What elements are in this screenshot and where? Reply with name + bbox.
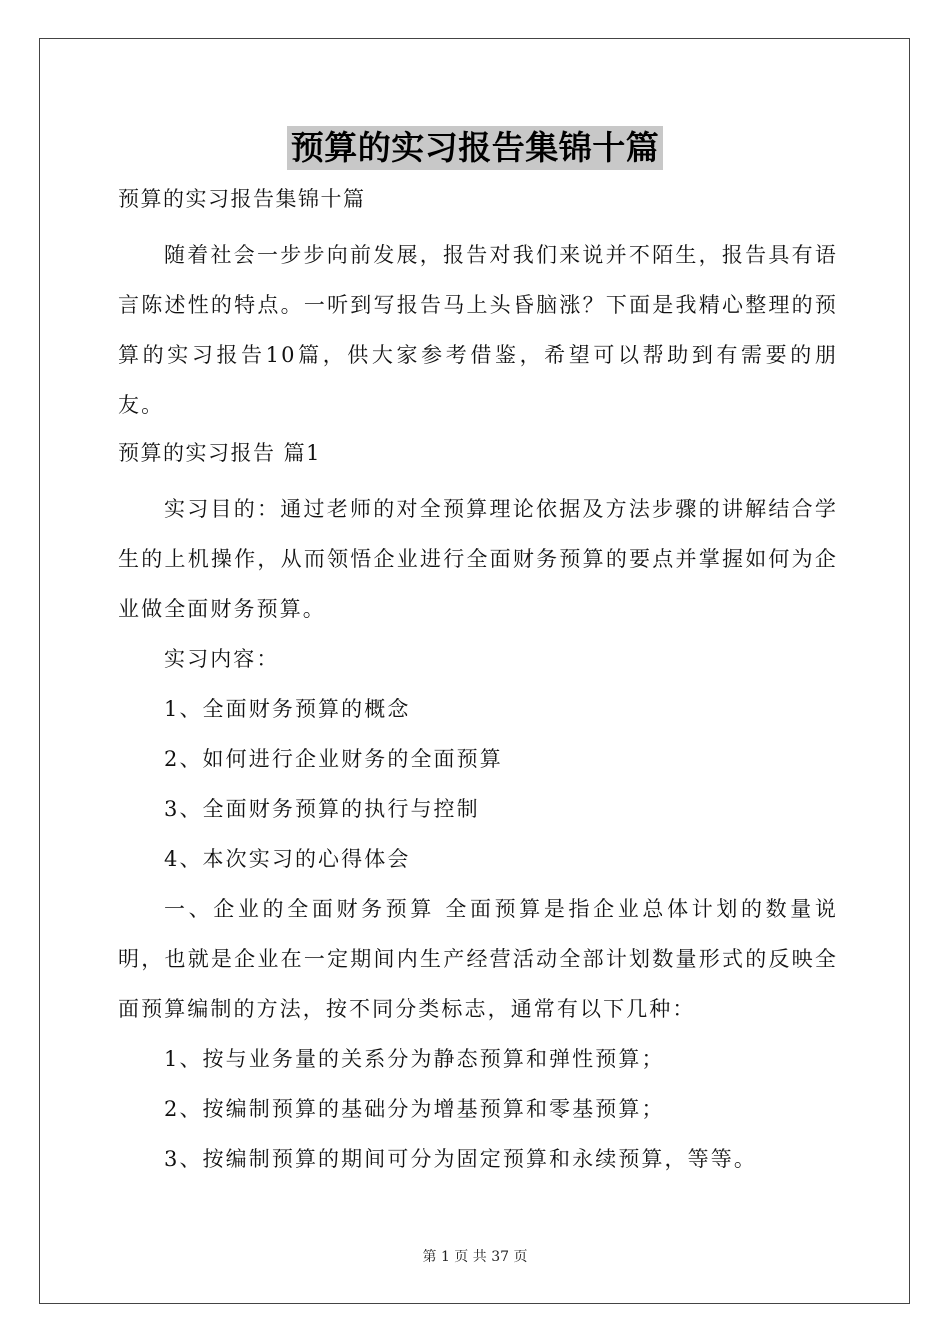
content-item: 1、全面财务预算的概念	[164, 697, 411, 721]
content-item: 2、如何进行企业财务的全面预算	[164, 747, 503, 771]
page-footer: 第 1 页 共 37 页	[422, 1249, 528, 1265]
content-label: 实习内容：	[164, 647, 280, 671]
method-item: 3、按编制预算的期间可分为固定预算和永续预算，等等。	[164, 1147, 757, 1171]
content-item: 3、全面财务预算的执行与控制	[164, 797, 480, 821]
document-body	[118, 180, 838, 1184]
method-item: 2、按编制预算的基础分为增基预算和零基预算；	[164, 1097, 665, 1121]
method-item: 1、按与业务量的关系分为静态预算和弹性预算；	[164, 1047, 665, 1071]
title-container	[0, 126, 950, 170]
part-one-paragraph: 一、企业的全面财务预算 全面预算是指企业总体计划的数量说明，也就是企业在一定期间内生产经营活动全部计划数量形式的反映全面预算编制的方法，按不同分类标志，通常有以下几种：	[118, 897, 838, 1021]
intro-paragraph: 随着社会一步步向前发展，报告对我们来说并不陌生，报告具有语言陈述性的特点。一听到写报告马上头昏脑涨？下面是我精心整理的预算的实习报告10篇，供大家参考借鉴，希望可以帮助到有需要的朋友。	[118, 243, 838, 417]
purpose-paragraph: 实习目的：通过老师的对全预算理论依据及方法步骤的讲解结合学生的上机操作，从而领悟企业进行全面财务预算的要点并掌握如何为企业做全面财务预算。	[118, 497, 838, 621]
content-item: 4、本次实习的心得体会	[164, 847, 411, 871]
section-heading: 预算的实习报告 篇1	[118, 441, 322, 465]
document-title: 预算的实习报告集锦十篇	[287, 126, 664, 170]
document-subtitle: 预算的实习报告集锦十篇	[118, 187, 366, 211]
